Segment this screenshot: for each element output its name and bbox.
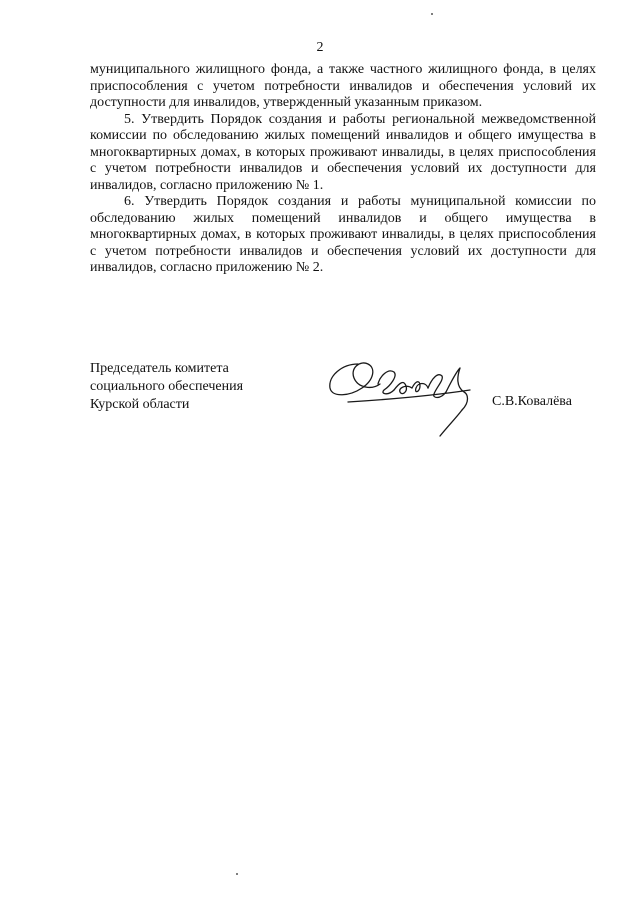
page-number: 2	[316, 40, 324, 55]
scan-speck	[431, 13, 433, 15]
scan-speck	[236, 873, 238, 875]
signatory-title-line-1: Председатель комитета	[90, 361, 229, 376]
paragraph-item-5: 5. Утвердить Порядок создания и работы региональной межведомственной комиссии по обследованию жилых помещений инвалидов и общего имущества в многоквартирных домах, в которых проживают инвалиды, в целях приспособления с учетом потребности инвалидов и обеспечения условий их доступности для инвалидов, согласно приложению № 1.	[90, 111, 596, 193]
signatory-title-line-2: социального обеспечения	[90, 379, 244, 394]
paragraph-item-6: 6. Утвердить Порядок создания и работы муниципальной комиссии по обследованию жилых помещений инвалидов и общего имущества в многоквартирных домах, в которых проживают инвалиды, в целях приспособления с учетом потребности инвалидов и обеспечения условий их доступности для инвалидов, согласно приложению № 2.	[90, 194, 596, 275]
document-body	[90, 62, 596, 277]
signatory-title	[90, 360, 243, 414]
signatory-name: С.В.Ковалёва	[492, 394, 572, 409]
signatory-title-line-3: Курской области	[90, 397, 190, 412]
paragraph-continuation: муниципального жилищного фонда, а также частного жилищного фонда, в целях приспособления с учетом потребности инвалидов и обеспечения условий их доступности для инвалидов, утвержденный указанным приказом.	[90, 62, 596, 110]
handwritten-signature	[320, 350, 490, 445]
